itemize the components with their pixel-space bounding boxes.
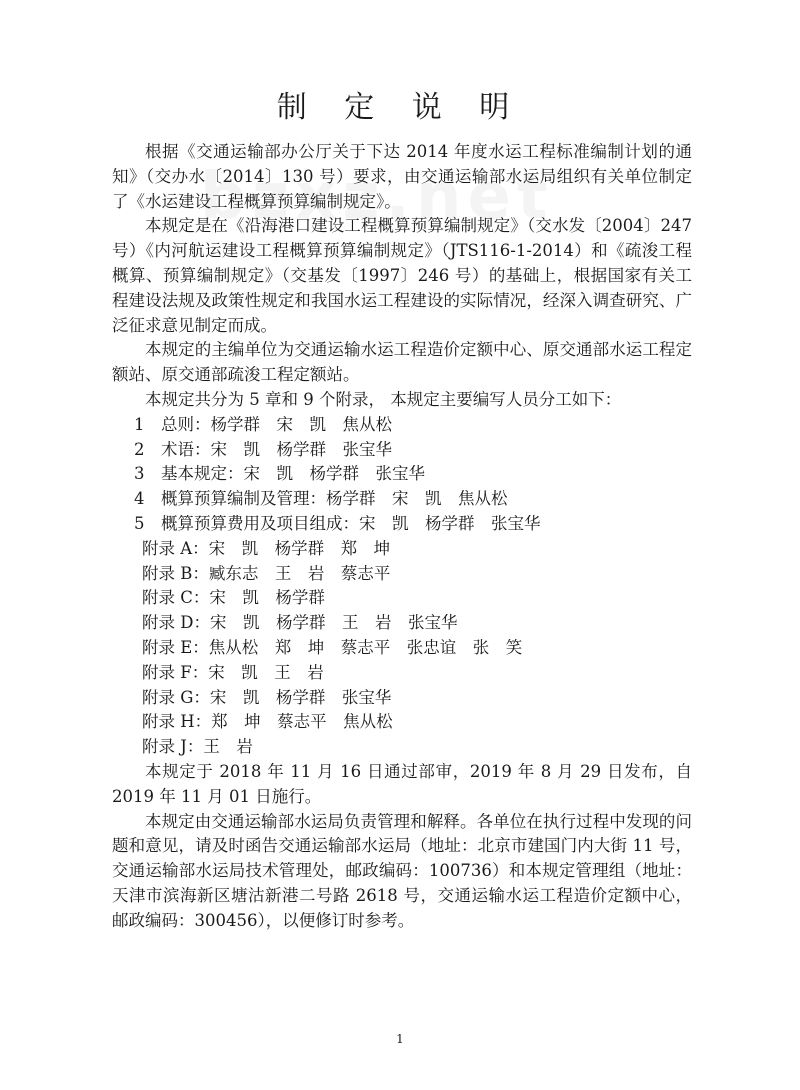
chapter-item: 3 基本规定：宋 凯 杨学群 张宝华 <box>134 464 425 484</box>
paragraph-dates: 本规定于 2018 年 11 月 16 日通过部审，2019 年 8 月 29 日发布，自 2019 年 11 月 01 日施行。 <box>112 761 692 806</box>
appendix-list <box>112 537 692 760</box>
chapter-item: 4 概算预算编制及管理：杨学群 宋 凯 焦从松 <box>134 489 508 509</box>
paragraph-foundation: 本规定是在《沿海港口建设工程概算预算编制规定》（交水发〔2004〕247 号）《内河航运建设工程概算预算编制规定》（JTS116-1-2014）和《疏浚工程概算、预算编制规定》（交基发〔1997〕246 号）的基础上，根据国家有关工程建设法规及政策性规定和我国水运工程建设的实际情况，经深入调查研究、广泛征求意见制定而成。 <box>112 216 692 335</box>
appendix-item: 附录 D：宋 凯 杨学群 王 岩 张宝华 <box>142 613 458 633</box>
appendix-item: 附录 B：臧东志 王 岩 蔡志平 <box>142 563 391 583</box>
paragraph-basis: 根据《交通运输部办公厅关于下达 2014 年度水运工程标准编制计划的通知》（交办水〔2014〕130 号）要求，由交通运输部水运局组织有关单位制定了《水运建设工程概算预算编制规定》。 <box>112 142 692 211</box>
page-number: 1 <box>396 1032 404 1046</box>
chapter-item: 1 总则：杨学群 宋 凯 焦从松 <box>134 414 392 434</box>
chapter-item: 5 概算预算费用及项目组成：宋 凯 杨学群 张宝华 <box>134 513 541 533</box>
appendix-item: 附录 F：宋 凯 王 岩 <box>142 662 324 682</box>
chapter-list <box>112 413 692 537</box>
appendix-item: 附录 H：郑 坤 蔡志平 焦从松 <box>142 712 393 732</box>
page-title: 制 定 说 明 <box>276 90 524 125</box>
chapter-item: 2 术语：宋 凯 杨学群 张宝华 <box>134 439 392 459</box>
appendix-item: 附录 J：王 岩 <box>142 737 253 757</box>
paragraph-editors: 本规定的主编单位为交通运输水运工程造价定额中心、原交通部水运工程定额站、原交通部疏浚工程定额站。 <box>112 340 692 385</box>
appendix-item: 附录 A：宋 凯 杨学群 郑 坤 <box>142 538 391 558</box>
paragraph-structure: 本规定共分为 5 章和 9 个附录， 本规定主要编写人员分工如下： <box>145 389 622 409</box>
appendix-item: 附录 E：焦从松 郑 坤 蔡志平 张忠谊 张 笑 <box>142 637 523 657</box>
document-body <box>112 140 692 934</box>
appendix-item: 附录 G：宋 凯 杨学群 张宝华 <box>142 687 392 707</box>
appendix-item: 附录 C：宋 凯 杨学群 <box>142 588 325 608</box>
paragraph-contact: 本规定由交通运输部水运局负责管理和解释。各单位在执行过程中发现的问题和意见，请及时函告交通运输部水运局（地址：北京市建国门内大街 11 号，交通运输部水运局技术管理处，邮政编码：100736）和本规定管理组（地址：天津市滨海新区塘沽新港二号路 2618 号，交通运输水运工程造价定额中心，邮政编码：300456），以便修订时参考。 <box>112 811 692 930</box>
